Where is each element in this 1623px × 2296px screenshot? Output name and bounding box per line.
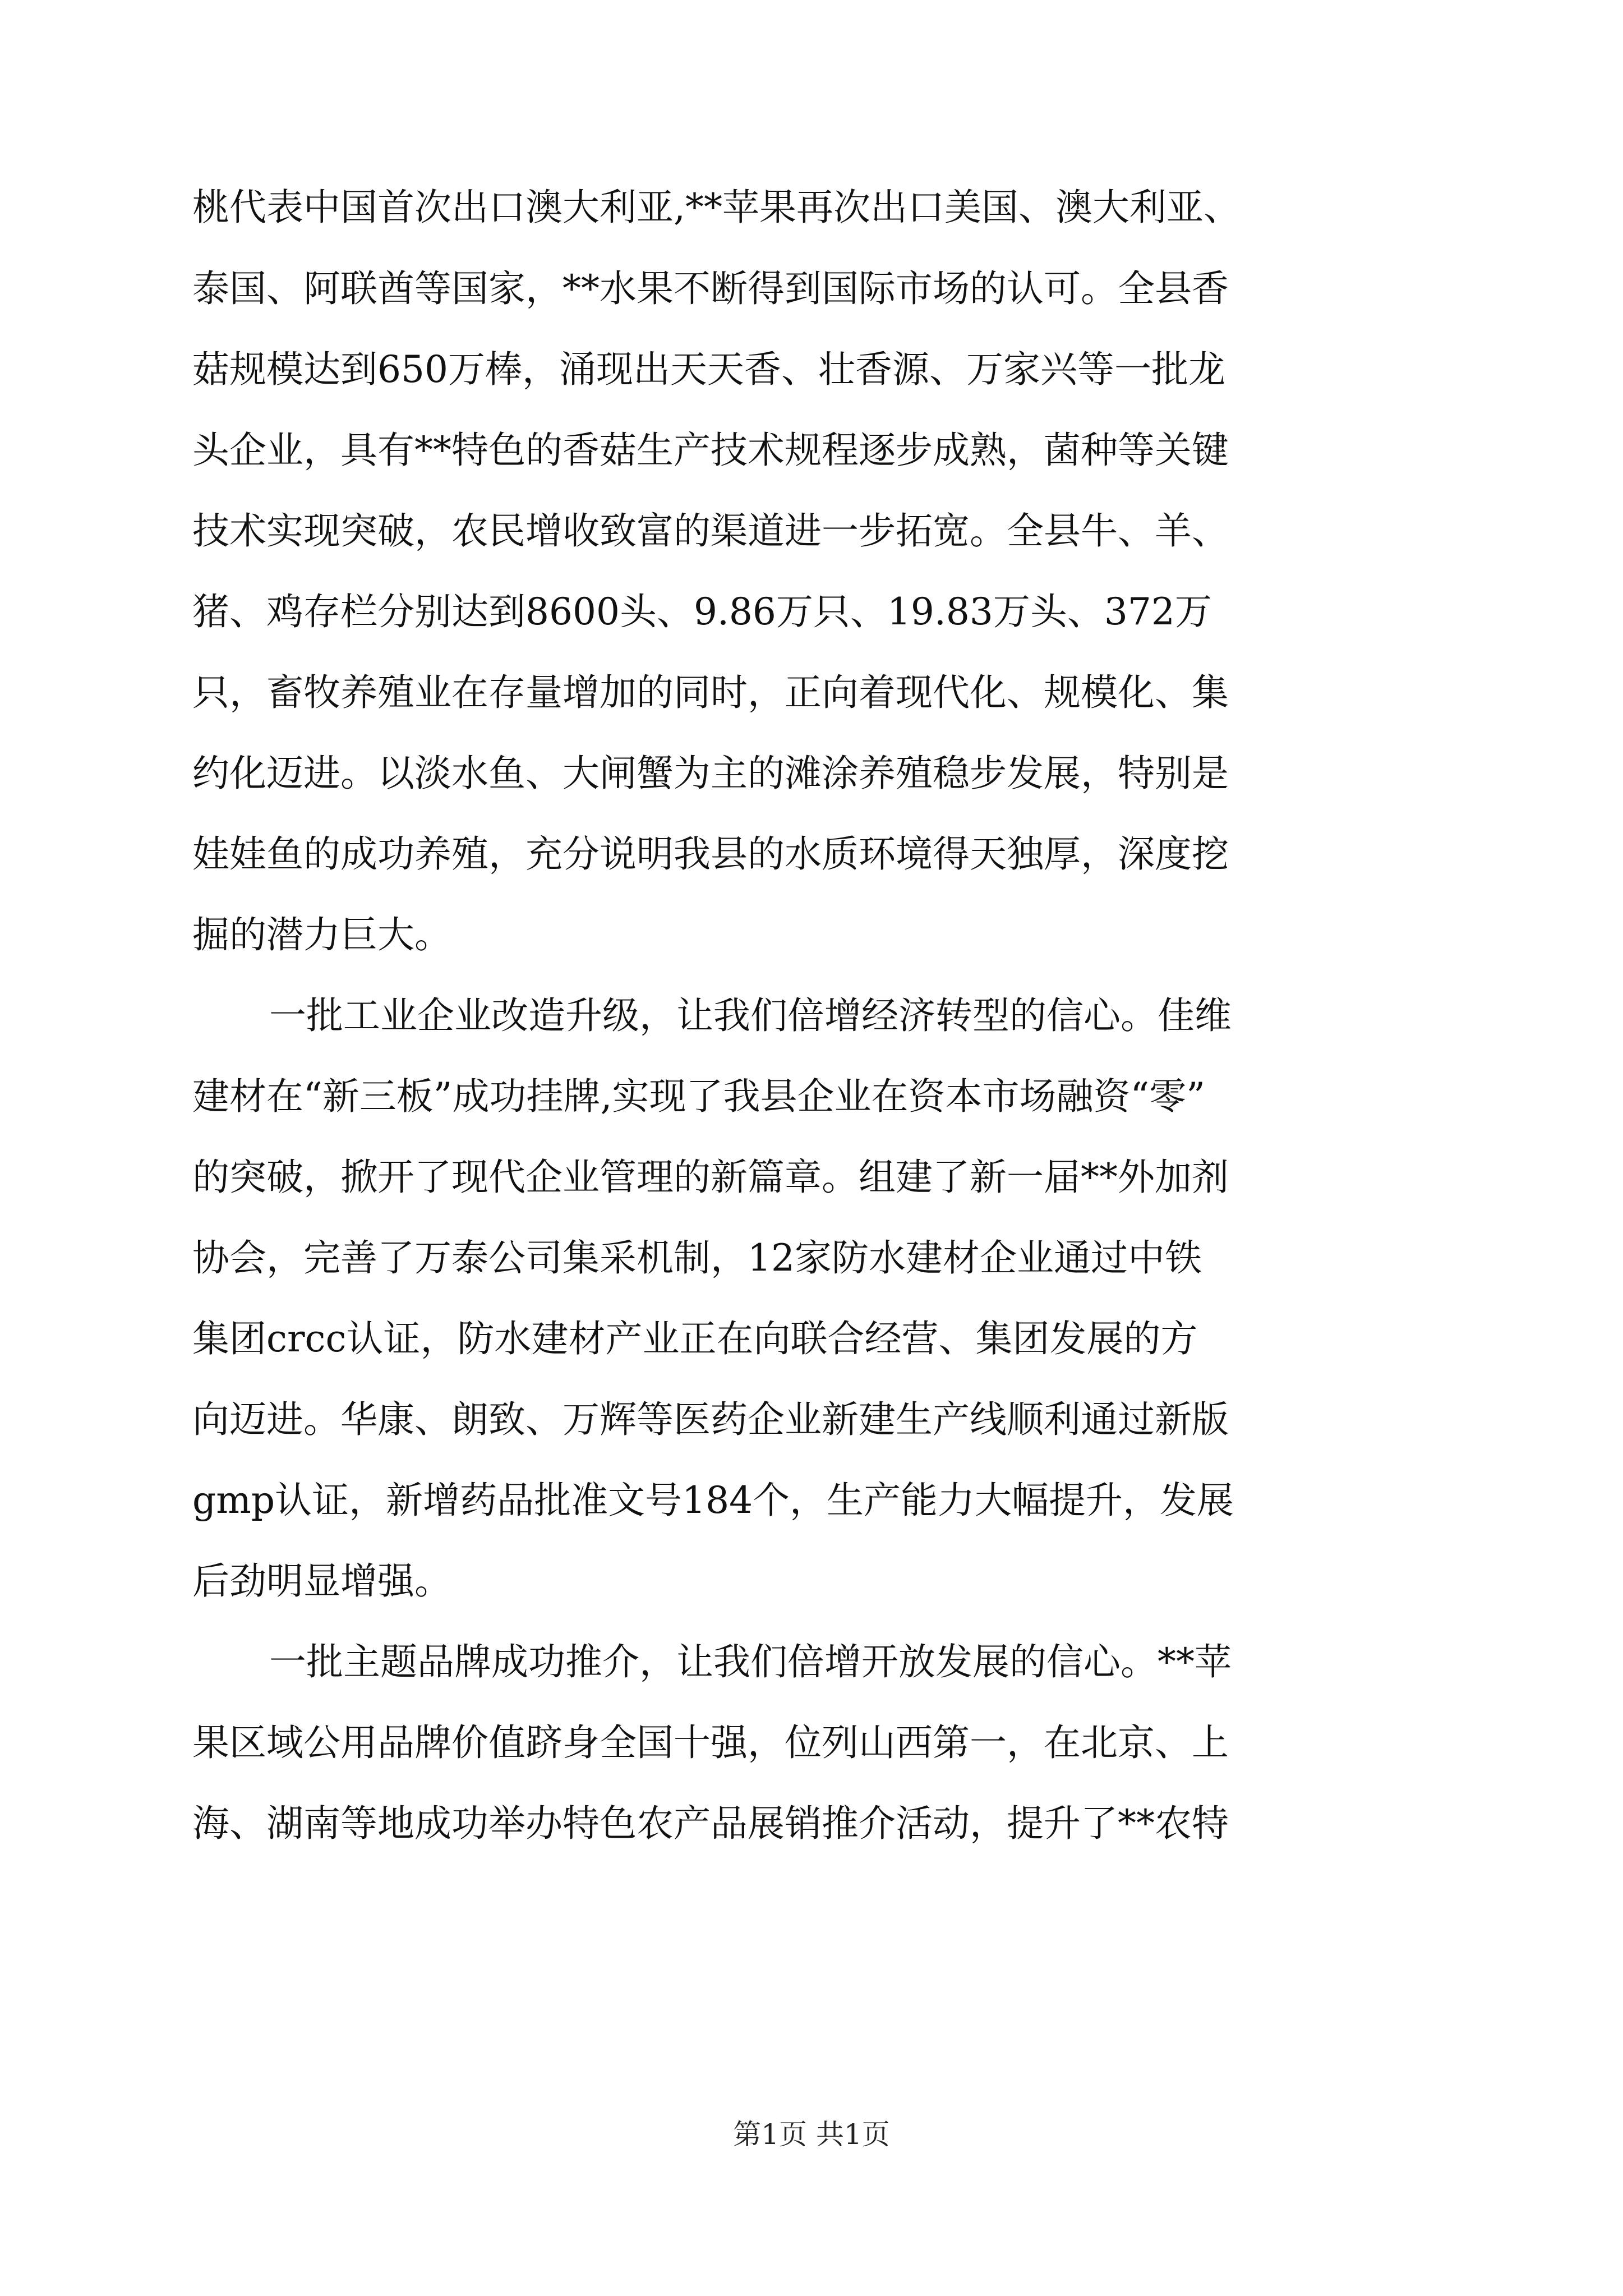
text-line: 协会，完善了万泰公司集采机制，12家防水建材企业通过中铁 bbox=[192, 1236, 1202, 1280]
text-line: 约化迈进。以淡水鱼、大闸蟹为主的滩涂养殖稳步发展，特别是 bbox=[192, 752, 1229, 795]
text-line: 掘的潜力巨大。 bbox=[192, 913, 451, 956]
text-line: 向迈进。华康、朗致、万辉等医药企业新建生产线顺利通过新版 bbox=[192, 1398, 1229, 1441]
text-line: 建材在“新三板”成功挂牌,实现了我县企业在资本市场融资“零” bbox=[192, 1075, 1205, 1118]
text-line: 娃娃鱼的成功养殖，充分说明我县的水质环境得天独厚，深度挖 bbox=[192, 832, 1229, 876]
text-line: 桃代表中国首次出口澳大利亚,**苹果再次出口美国、澳大利亚、 bbox=[192, 186, 1241, 229]
text-line: 后劲明显增强。 bbox=[192, 1559, 451, 1603]
text-line: 只，畜牧养殖业在存量增加的同时，正向着现代化、规模化、集 bbox=[192, 671, 1229, 714]
text-line: 泰国、阿联酋等国家，**水果不断得到国际市场的认可。全县香 bbox=[192, 267, 1229, 310]
text-line: 猪、鸡存栏分别达到8600头、9.86万只、19.83万头、372万 bbox=[192, 590, 1212, 633]
text-line: 菇规模达到650万棒，涌现出天天香、壮香源、万家兴等一批龙 bbox=[192, 348, 1225, 391]
text-line: 头企业，具有**特色的香菇生产技术规程逐步成熟，菌种等关键 bbox=[192, 429, 1229, 472]
text-line: 集团crcc认证，防水建材产业正在向联合经营、集团发展的方 bbox=[192, 1317, 1198, 1360]
page-number-footer: 第1页 共1页 bbox=[733, 2118, 890, 2151]
text-line: gmp认证，新增药品批准文号184个，生产能力大幅提升，发展 bbox=[192, 1479, 1234, 1522]
text-line: 海、湖南等地成功举办特色农产品展销推介活动，提升了**农特 bbox=[192, 1802, 1229, 1845]
text-line: 的突破，掀开了现代企业管理的新篇章。组建了新一届**外加剂 bbox=[192, 1156, 1229, 1199]
text-line: 技术实现突破，农民增收致富的渠道进一步拓宽。全县牛、羊、 bbox=[192, 509, 1229, 553]
paragraph-first-line: 一批工业企业改造升级，让我们倍增经济转型的信心。佳维 bbox=[269, 994, 1232, 1037]
paragraph-first-line: 一批主题品牌成功推介，让我们倍增开放发展的信心。**苹 bbox=[269, 1640, 1232, 1683]
text-line: 果区域公用品牌价值跻身全国十强，位列山西第一，在北京、上 bbox=[192, 1721, 1229, 1764]
